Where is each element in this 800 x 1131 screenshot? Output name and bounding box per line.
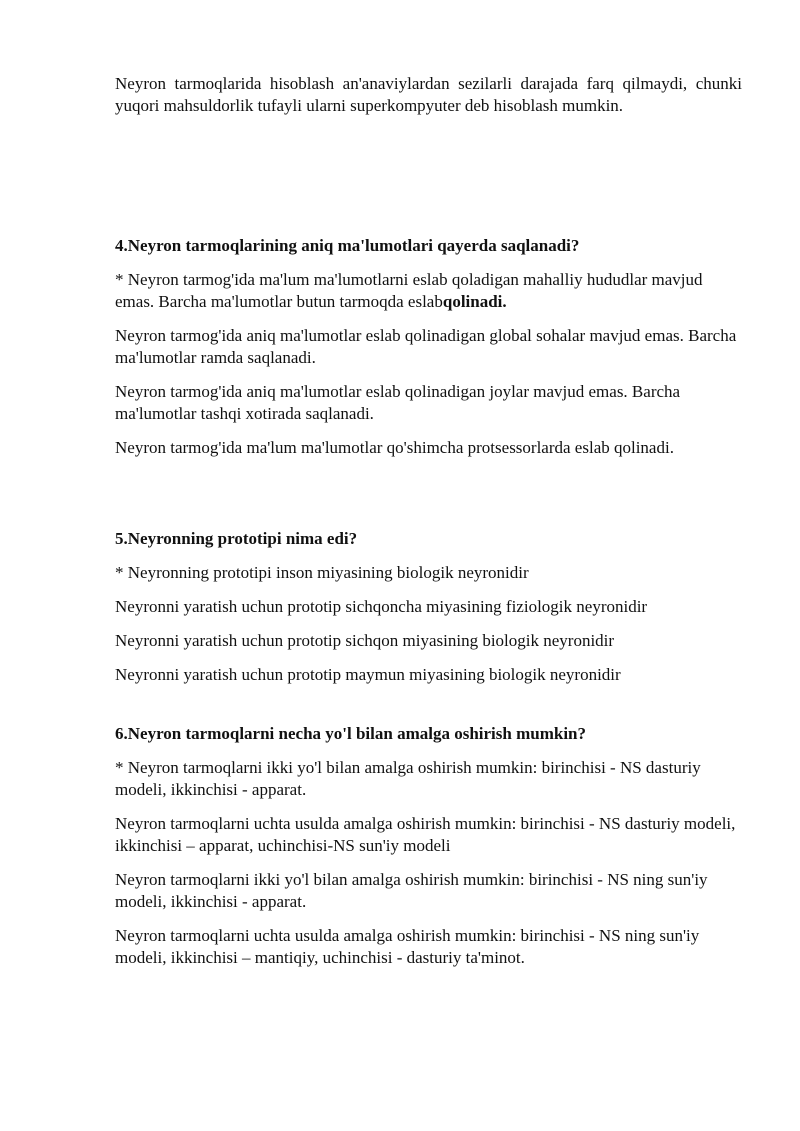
question-5-option-4: Neyronni yaratish uchun prototip maymun miyasining biologik neyronidir: [115, 665, 621, 684]
question-4-title: 4.Neyron tarmoqlarining aniq ma'lumotlari qayerda saqlanadi?: [115, 236, 580, 255]
question-4-option-2: Neyron tarmog'ida aniq ma'lumotlar eslab qolinadigan global sohalar mavjud emas. Barcha ma'lumotlar ramda saqlanadi.: [115, 326, 737, 367]
question-6-title: 6.Neyron tarmoqlarni necha yo'l bilan amalga oshirish mumkin?: [115, 724, 587, 743]
question-4-option-4: Neyron tarmog'ida ma'lum ma'lumotlar qo'shimcha protsessorlarda eslab qolinadi.: [115, 438, 674, 457]
question-5-correct-answer: * Neyronning prototipi inson miyasining biologik neyronidir: [115, 563, 529, 582]
question-4-correct-answer: [115, 269, 742, 313]
question-4-answer-bold: qolinadi.: [442, 292, 507, 311]
question-4-answer-text: * Neyron tarmog'ida ma'lum ma'lumotlarni eslab qoladigan mahalliy hududlar mavjud emas. Barcha ma'lumotlar butun tarmoqda eslab: [115, 270, 703, 311]
question-6-option-2: Neyron tarmoqlarni uchta usulda amalga oshirish mumkin: birinchisi - NS dasturiy modeli, ikkinchisi – apparat, uchinchisi-NS sun'iy modeli: [115, 814, 736, 855]
question-5-option-2: Neyronni yaratish uchun prototip sichqoncha miyasining fiziologik neyronidir: [115, 597, 648, 616]
question-6-option-4: Neyron tarmoqlarni uchta usulda amalga oshirish mumkin: birinchisi - NS ning sun'iy modeli, ikkinchisi – mantiqiy, uchinchisi - dasturiy ta'minot.: [115, 926, 700, 967]
question-5-option-3: Neyronni yaratish uchun prototip sichqon miyasining biologik neyronidir: [115, 631, 615, 650]
question-5-title: 5.Neyronning prototipi nima edi?: [115, 529, 358, 548]
intro-paragraph: Neyron tarmoqlarida hisoblash an'anaviylardan sezilarli darajada farq qilmaydi, chunki yuqori mahsuldorlik tufayli ularni superkompyuter deb hisoblash mumkin.: [115, 74, 742, 115]
question-6-option-3: Neyron tarmoqlarni ikki yo'l bilan amalga oshirish mumkin: birinchisi - NS ning sun'iy modeli, ikkinchisi - apparat.: [115, 870, 708, 911]
document-page: [115, 73, 742, 969]
question-6-correct-answer: * Neyron tarmoqlarni ikki yo'l bilan amalga oshirish mumkin: birinchisi - NS dasturiy modeli, ikkinchisi - apparat.: [115, 758, 701, 799]
question-4-option-3: Neyron tarmog'ida aniq ma'lumotlar eslab qolinadigan joylar mavjud emas. Barcha ma'lumotlar tashqi xotirada saqlanadi.: [115, 382, 681, 423]
